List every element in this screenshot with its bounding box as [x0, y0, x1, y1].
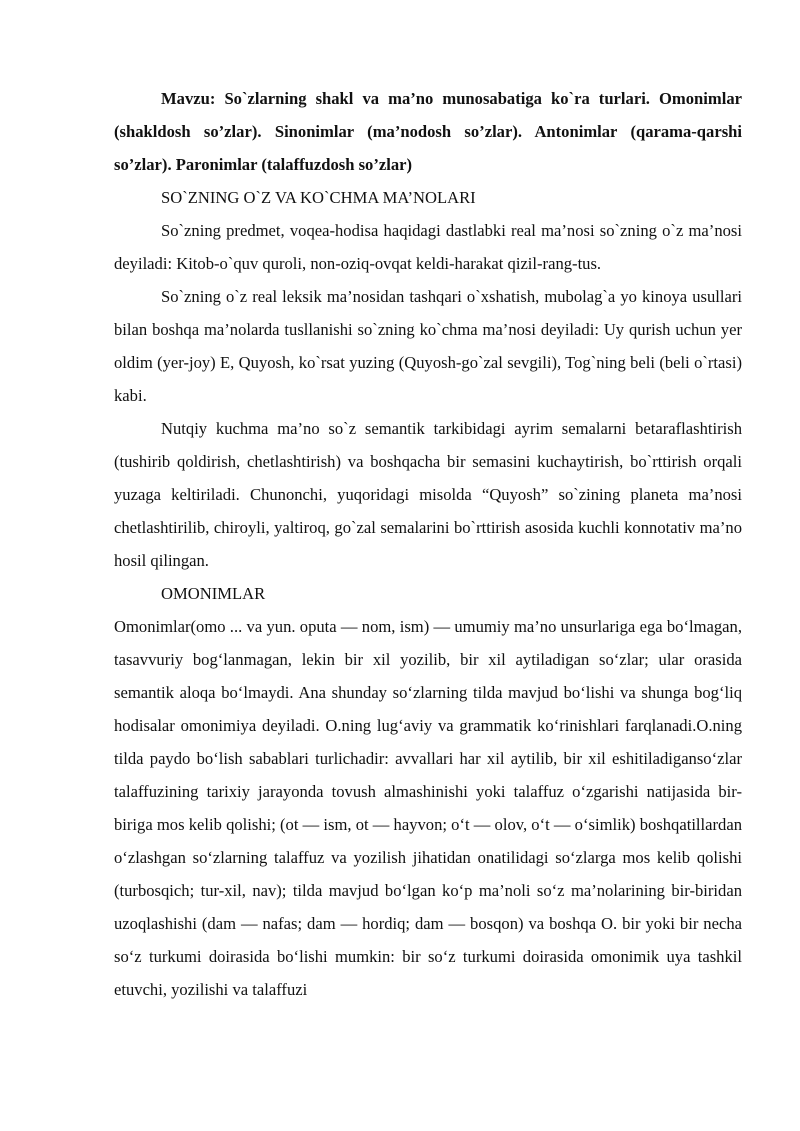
paragraph-figurative-meaning: So`zning o`z real leksik ma’nosidan tashqari o`xshatish, mubolag`a yo kinoya usullari bilan boshqa ma’nolarda tusllanishi so`zning ko`chma ma’nosi deyiladi: Uy qurish uchun yer oldim (yer-joy) E, Quyosh, ko`rsat yuzing (Quyosh-go`zal sevgili), Tog`ning beli (beli o`rtasi) kabi. — [114, 287, 742, 405]
document-title: Mavzu: So`zlarning shakl va ma’no munosabatiga ko`ra turlari. Omonimlar (shakldosh so’zlar). Sinonimlar (ma’nodosh so’zlar). Antonimlar (qarama-qarshi so’zlar). Paronimlar (talaffuzdosh so’zlar) — [114, 89, 742, 174]
paragraph-homonyms-definition: Omonimlar(omo ... va yun. oputa — nom, ism) — umumiy ma’no unsurlariga ega bo‘lmagan, tasavvuriy bog‘lanmagan, lekin bir xil yozilib, bir xil aytiladigan so‘zlar; ular orasida semantik aloqa bo‘lmaydi. Ana shunday so‘zlarning tilda mavjud bo‘lishi va shunga bog‘liq hodisalar omonimiya deyiladi. O.ning lug‘aviy va grammatik ko‘rinishlari farqlanadi.O.ning tilda paydo bo‘lish sabablari turlichadir: avvallari har xil aytilib, bir xil eshitiladiganso‘zlar talaffuzining tarixiy jarayonda tovush almashinishi yoki talaffuz o‘zgarishi natijasida bir-biriga mos kelib qolishi; (ot — ism, ot — hayvon; o‘t — olov, o‘t — o‘simlik) boshqatillardan o‘zlashgan so‘zlarning talaffuz va yozilish jihatidan onatilidagi so‘zlarga mos kelib qolishi (turbosqich; tur-xil, nav); tilda mavjud bo‘lgan ko‘p ma’noli so‘z ma’nolarining bir-biridan uzoqlashishi (dam — nafas; dam — hordiq; dam — bosqon) va boshqa O. bir yoki bir necha so‘z turkumi doirasida bo‘lishi mumkin: bir so‘z turkumi doirasida omonimik uya tashkil etuvchi, yozilishi va talaffuzi — [114, 617, 742, 999]
paragraph-literal-meaning: So`zning predmet, voqea-hodisa haqidagi dastlabki real ma’nosi so`zning o`z ma’nosi deyiladi: Kitob-o`quv quroli, non-oziq-ovqat keldi-harakat qizil-rang-tus. — [114, 221, 742, 273]
section-heading-homonyms: OMONIMLAR — [161, 584, 266, 603]
section-heading-literal-figurative: SO`ZNING O`Z VA KO`CHMA MA’NOLARI — [161, 188, 476, 207]
document-body — [114, 82, 742, 1006]
paragraph-connotative-meaning: Nutqiy kuchma ma’no so`z semantik tarkibidagi ayrim semalarni betaraflashtirish (tushirib qoldirish, chetlashtirish) va boshqacha bir semasini kuchaytirish, bo`rttirish orqali yuzaga keltiriladi. Chunonchi, yuqoridagi misolda “Quyosh” so`zining planeta ma’nosi chetlashtirilib, chiroyli, yaltiroq, go`zal semalarini bo`rttirish asosida kuchli konnotativ ma’no hosil qilingan. — [114, 419, 742, 570]
